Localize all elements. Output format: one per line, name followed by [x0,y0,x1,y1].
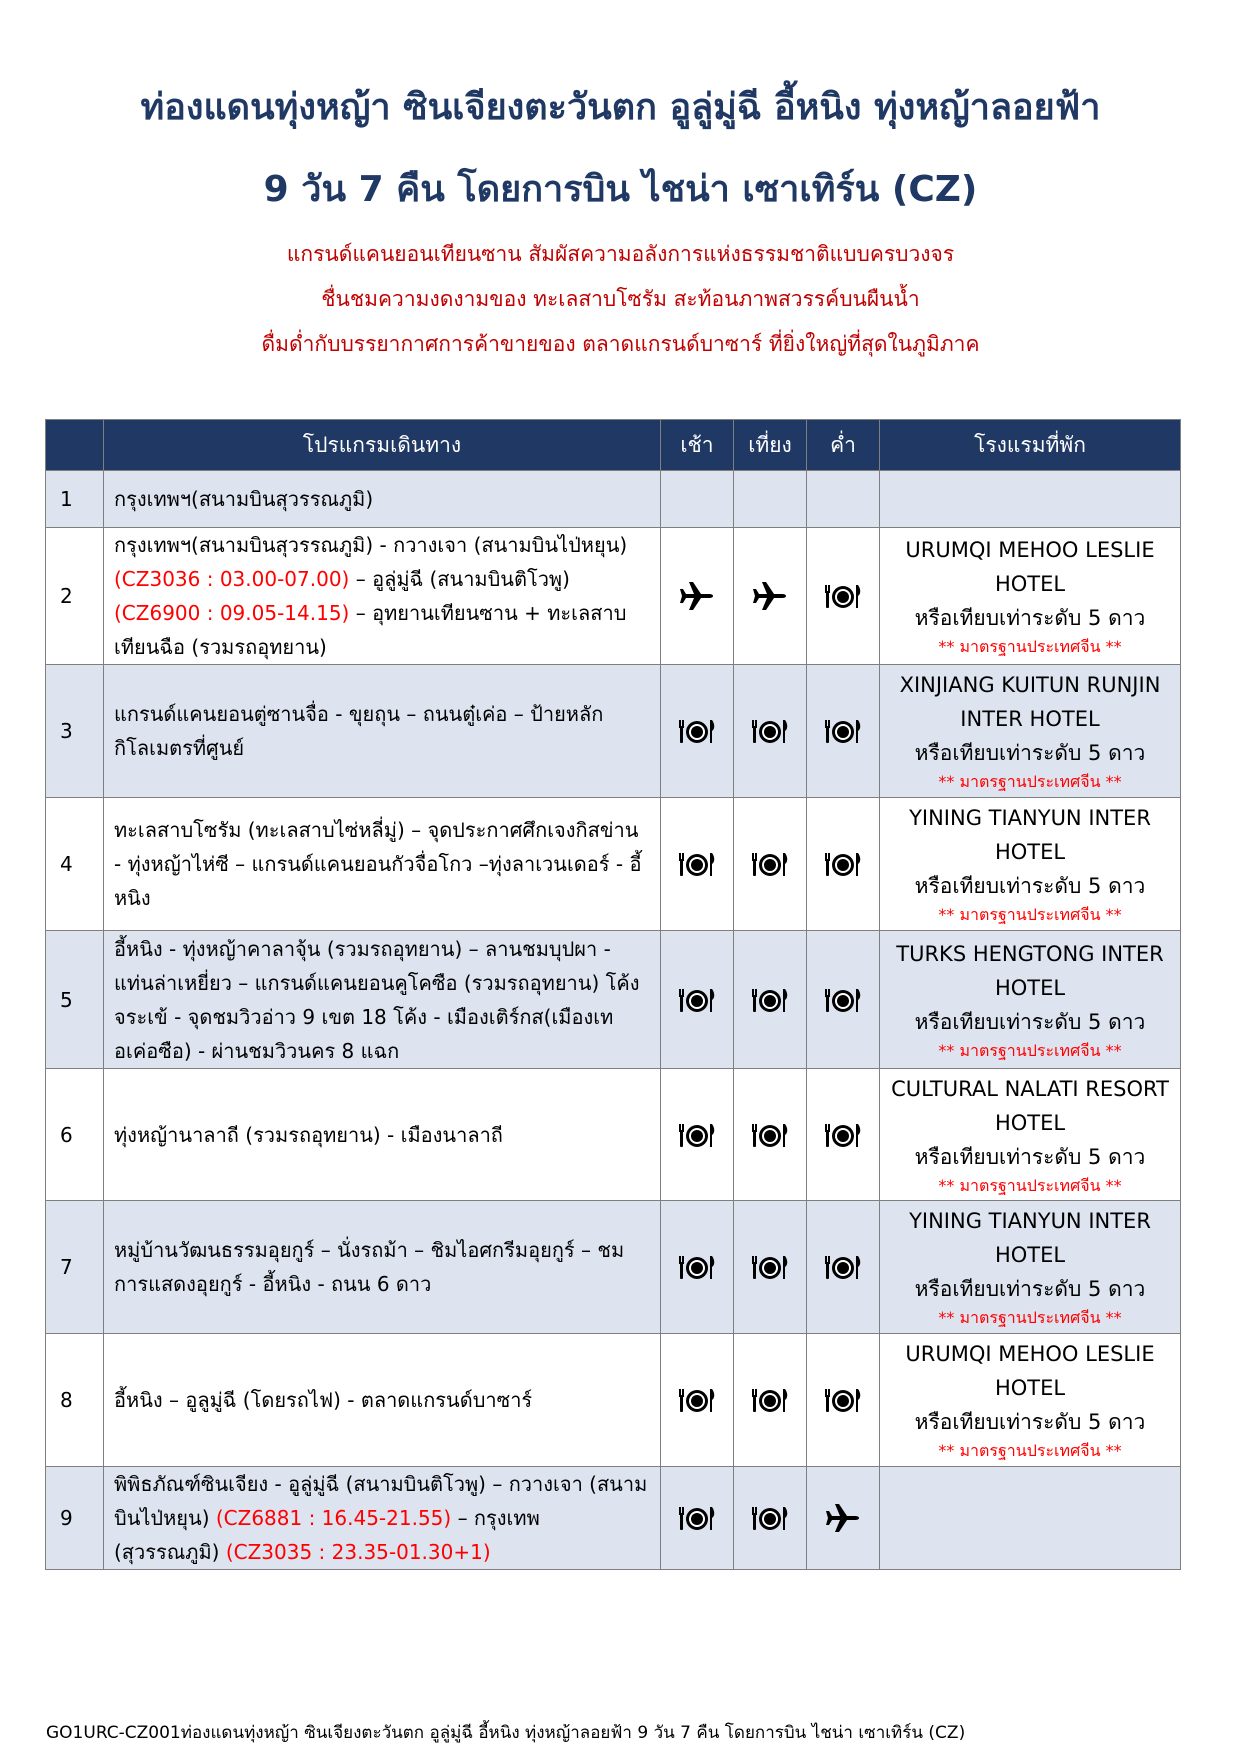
flight-info: (CZ6900 : 09.05-14.15) [114,601,350,625]
lunch-cell [734,1201,807,1334]
hotel-standard: ** มาตรฐานประเทศจีน ** [938,1441,1122,1460]
hotel-standard: ** มาตรฐานประเทศจีน ** [938,637,1122,656]
breakfast-cell [661,1069,734,1201]
meal-icon [677,718,717,744]
flight-info: (CZ3036 : 03.00-07.00) [114,567,350,591]
hotel-cell [880,1334,1181,1467]
hotel-name: YINING TIANYUN INTER HOTEL [909,806,1151,864]
program-text: – กรุงเทพ (สุวรรณภูมิ) [114,1506,540,1564]
hotel-standard: ** มาตรฐานประเทศจีน ** [938,1308,1122,1327]
hotel-standard: ** มาตรฐานประเทศจีน ** [938,772,1122,791]
plane-icon [734,581,806,611]
hotel-level: หรือเทียบเท่าระดับ 5 ดาว [914,1144,1146,1169]
meal-icon [823,1254,863,1280]
day-number: 6 [46,1069,104,1201]
header-breakfast: เช้า [661,420,734,471]
day-program: แกรนด์แคนยอนตู่ซานจื่อ - ขุยถุน – ถนนตู๋เค่อ – ป้ายหลักกิโลเมตรที่ศูนย์ [104,665,661,798]
hotel-standard: ** มาตรฐานประเทศจีน ** [938,1040,1122,1060]
dinner-cell [807,1467,880,1570]
document-footer: GO1URC-CZ001ท่องแดนทุ่งหญ้า ซินเจียงตะวันตก อูลู่มู่ฉี อี้หนิง ทุ่งหญ้าลอยฟ้า 9 วัน 7 คืน โดยการบิน ไชน่า เซาเทิร์น (CZ) [46,1723,966,1743]
lunch-cell [734,1467,807,1570]
table-row [46,1467,1181,1570]
meal-icon [823,718,863,744]
dinner-cell [807,665,880,798]
highlight-line: แกรนด์แคนยอนเทียนซาน สัมผัสความอลังการแห่งธรรมชาติแบบครบวงจร [286,242,955,266]
hotel-cell [880,1069,1181,1201]
meal-icon [823,851,863,877]
meal-icon [750,1122,790,1148]
dinner-cell [807,1201,880,1334]
table-row [46,798,1181,931]
hotel-cell [880,471,1181,528]
hotel-cell [880,665,1181,798]
meal-icon [823,1387,863,1413]
hotel-name: TURKS HENGTONG INTER HOTEL [896,941,1164,1000]
hotel-level: หรือเทียบเท่าระดับ 5 ดาว [914,1410,1146,1434]
hotel-name: CULTURAL NALATI RESORT HOTEL [891,1076,1169,1135]
hotel-standard: ** มาตรฐานประเทศจีน ** [938,1175,1122,1195]
header-hotel: โรงแรมที่พัก [880,420,1181,471]
meal-icon [823,1122,863,1148]
meal-icon [750,987,790,1013]
header-program: โปรแกรมเดินทาง [104,420,661,471]
dinner-cell [807,1069,880,1201]
table-row [46,1334,1181,1467]
program-text: – อุทยานเทียนซาน + ทะเลสาบเทียนฉือ (รวมรถอุทยาน) [114,601,627,659]
hotel-cell [880,1467,1181,1570]
lunch-cell [734,528,807,665]
hotel-standard: ** มาตรฐานประเทศจีน ** [938,905,1122,924]
meal-icon [677,1122,717,1148]
header-dinner: ค่ำ [807,420,880,471]
day-program: อี้หนิง – อูลูมู่ฉี (โดยรถไฟ) - ตลาดแกรนด์บาซาร์ [104,1334,661,1467]
day-program: ทะเลสาบโซรัม (ทะเลสาบไซ่หลี่มู่) – จุดประกาศศึกเจงกิสข่าน - ทุ่งหญ้าไห่ซี – แกรนด์แคนยอนกัวจื่อโกว –ทุ่งลาเวนเดอร์ - อี้หนิง [104,798,661,931]
table-row [46,471,1181,528]
breakfast-cell [661,1467,734,1570]
meal-icon [823,583,863,609]
day-number: 3 [46,665,104,798]
day-program [104,528,661,665]
header-lunch: เที่ยง [734,420,807,471]
lunch-cell [734,471,807,528]
highlight-line: ชื่นชมความงดงามของ ทะเลสาบโซรัม สะท้อนภาพสวรรค์บนผืนน้ำ [321,287,920,311]
table-row [46,665,1181,798]
breakfast-cell [661,798,734,931]
table-row [46,1069,1181,1201]
hotel-level: หรือเทียบเท่าระดับ 5 ดาว [914,874,1146,898]
hotel-cell [880,931,1181,1069]
page-title: ท่องแดนทุ่งหญ้า ซินเจียงตะวันตก อูลู่มู่ฉี อี้หนิง ทุ่งหญ้าลอยฟ้า [140,87,1101,128]
table-row [46,931,1181,1069]
hotel-cell [880,528,1181,665]
meal-icon [823,987,863,1013]
day-program [104,1467,661,1570]
lunch-cell [734,665,807,798]
lunch-cell [734,1069,807,1201]
lunch-cell [734,931,807,1069]
lunch-cell [734,1334,807,1467]
table-header-row [46,420,1181,471]
hotel-name: YINING TIANYUN INTER HOTEL [909,1209,1151,1267]
day-number: 4 [46,798,104,931]
day-number: 5 [46,931,104,1069]
meal-icon [677,1505,717,1531]
header-day [46,420,104,471]
program-text: กรุงเทพฯ(สนามบินสุวรรณภูมิ) - กวางเจา (สนามบินไป่หยุน) [114,533,628,557]
meal-icon [750,1387,790,1413]
day-number: 9 [46,1467,104,1570]
hotel-level: หรือเทียบเท่าระดับ 5 ดาว [914,606,1146,630]
table-row [46,528,1181,665]
day-program: หมู่บ้านวัฒนธรรมอุยกูร์ – นั่งรถม้า – ชิมไอศกรีมอุยกูร์ – ชมการแสดงอุยกูร์ - อี้หนิง - ถนน 6 ดาว [104,1201,661,1334]
breakfast-cell [661,665,734,798]
day-number: 8 [46,1334,104,1467]
highlight-line: ดื่มด่ำกับบรรยากาศการค้าขายของ ตลาดแกรนด์บาซาร์ ที่ยิ่งใหญ่ที่สุดในภูมิภาค [261,332,980,356]
dinner-cell [807,1334,880,1467]
day-program: อี้หนิง - ทุ่งหญ้าคาลาจุ้น (รวมรถอุทยาน) – ลานชมบุปผา - แท่นล่าเหยี่ยว – แกรนด์แคนยอนคูโคซือ (รวมรถอุทยาน) โค้งจระเข้ - จุดชมวิวอ่าว 9 เขต 18 โค้ง - เมืองเติร์กส(เมืองเทอเค่อซือ) - ผ่านชมวิวนคร 8 แฉก [104,931,661,1069]
dinner-cell [807,471,880,528]
hotel-name: URUMQI MEHOO LESLIE HOTEL [905,1342,1155,1400]
breakfast-cell [661,1201,734,1334]
day-program: ทุ่งหญ้านาลาถี (รวมรถอุทยาน) - เมืองนาลาถี [104,1069,661,1201]
meal-icon [750,1505,790,1531]
breakfast-cell [661,528,734,665]
meal-icon [677,1254,717,1280]
day-number: 2 [46,528,104,665]
day-number: 7 [46,1201,104,1334]
hotel-name: XINJIANG KUITUN RUNJIN INTER HOTEL [899,673,1161,731]
breakfast-cell [661,471,734,528]
day-number: 1 [46,471,104,528]
plane-icon [807,1503,879,1533]
table-row [46,1201,1181,1334]
hotel-cell [880,798,1181,931]
meal-icon [750,851,790,877]
dinner-cell [807,528,880,665]
lunch-cell [734,798,807,931]
meal-icon [750,718,790,744]
dinner-cell [807,798,880,931]
itinerary-table [45,419,1181,1570]
hotel-level: หรือเทียบเท่าระดับ 5 ดาว [914,1277,1146,1301]
meal-icon [750,1254,790,1280]
hotel-name: URUMQI MEHOO LESLIE HOTEL [905,538,1155,596]
program-text: – อูลู่มู่ฉี (สนามบินติโวพู) [349,567,570,591]
hotel-level: หรือเทียบเท่าระดับ 5 ดาว [914,1009,1146,1034]
meal-icon [677,1387,717,1413]
breakfast-cell [661,931,734,1069]
hotel-level: หรือเทียบเท่าระดับ 5 ดาว [914,741,1146,765]
plane-icon [661,581,733,611]
meal-icon [677,987,717,1013]
breakfast-cell [661,1334,734,1467]
hotel-cell [880,1201,1181,1334]
flight-info: (CZ3035 : 23.35-01.30+1) [225,1540,491,1564]
meal-icon [677,851,717,877]
day-program: กรุงเทพฯ(สนามบินสุวรรณภูมิ) [104,471,661,528]
flight-info: (CZ6881 : 16.45-21.55) [215,1506,452,1530]
program-text: พิพิธภัณฑ์ซินเจียง - อูลู่มู่ฉี (สนามบินติโวพู) – กวางเจา (สนามบินไป่หยุน) [114,1472,648,1530]
page-subtitle: 9 วัน 7 คืน โดยการบิน ไชน่า เซาเทิร์น (CZ) [263,169,978,210]
dinner-cell [807,931,880,1069]
